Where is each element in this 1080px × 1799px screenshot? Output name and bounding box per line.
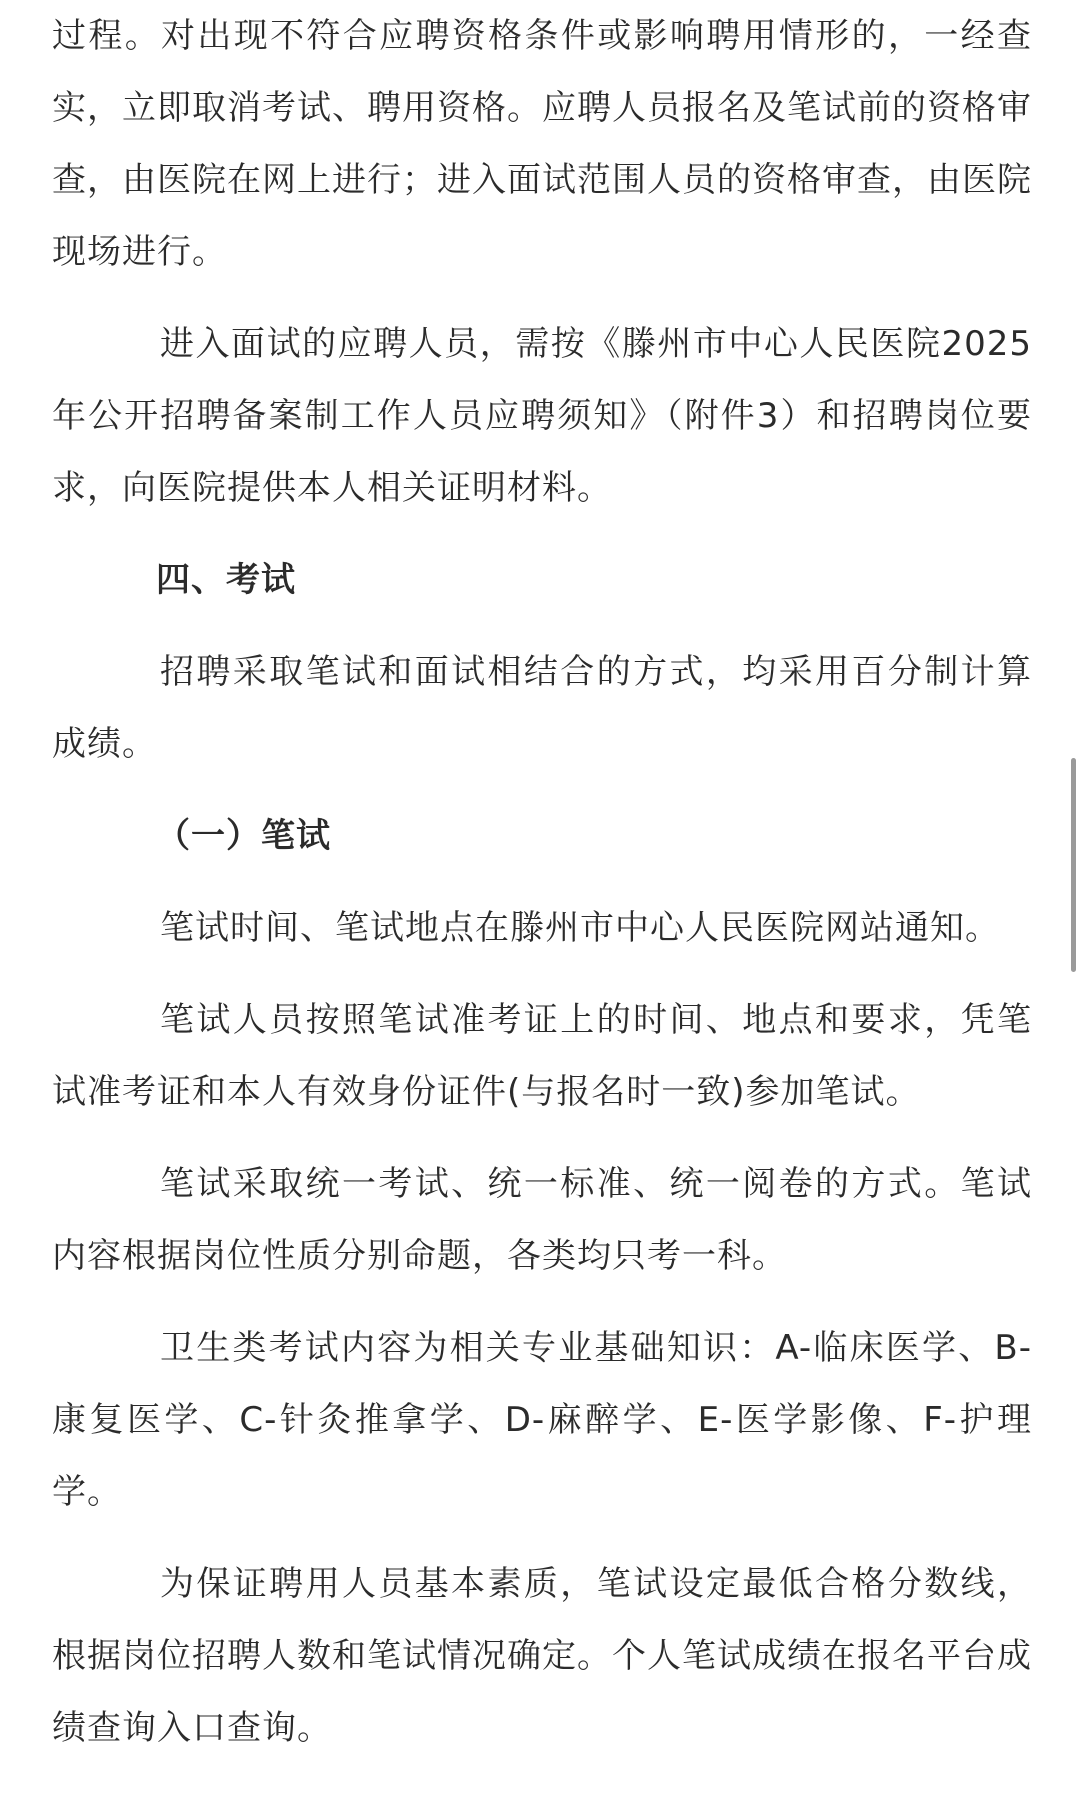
paragraph-pass-line: 为保证聘用人员基本素质，笔试设定最低合格分数线，根据岗位招聘人数和笔试情况确定。个人笔试成绩在报名平台成绩查询入口查询。 [52,1564,1032,1748]
paragraph-health-subjects: 卫生类考试内容为相关专业基础知识：A-临床医学、B-康复医学、C-针灸推拿学、D-麻醉学、E-医学影像、F-护理学。 [52,1328,1032,1512]
paragraph-interview-materials: 进入面试的应聘人员，需按《滕州市中心人民医院2025年公开招聘备案制工作人员应聘须知》（附件3）和招聘岗位要求，向医院提供本人相关证明材料。 [52,324,1032,508]
heading-written-exam: （一）笔试 [156,816,331,856]
paragraph-exam-method: 招聘采取笔试和面试相结合的方式，均采用百分制计算成绩。 [52,652,1032,764]
paragraph-written-admission: 笔试人员按照笔试准考证上的时间、地点和要求，凭笔试准考证和本人有效身份证件(与报名时一致)参加笔试。 [52,1000,1032,1112]
paragraph-verify-continued: 过程。对出现不符合应聘资格条件或影响聘用情形的，一经查实，立即取消考试、聘用资格。应聘人员报名及笔试前的资格审查，由医院在网上进行；进入面试范围人员的资格审查，由医院现场进行。 [52,16,1032,272]
scrollbar-thumb[interactable] [1071,758,1076,972]
heading-section-four: 四、考试 [156,560,296,600]
paragraph-written-time: 笔试时间、笔试地点在滕州市中心人民医院网站通知。 [160,908,1000,948]
paragraph-written-uniform: 笔试采取统一考试、统一标准、统一阅卷的方式。笔试内容根据岗位性质分别命题，各类均只考一科。 [52,1164,1032,1276]
document-body [52,0,1032,1764]
